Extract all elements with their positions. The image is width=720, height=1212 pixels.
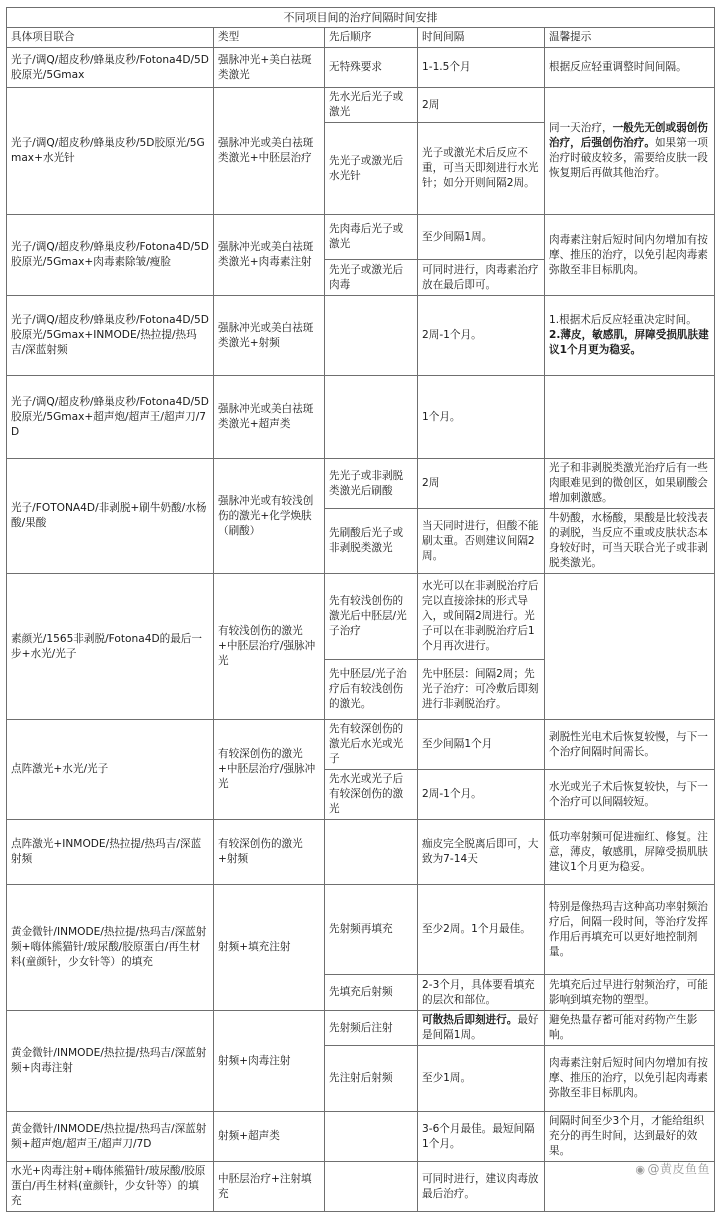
- type-cell: 中胚层治疗+注射填充: [214, 1162, 325, 1212]
- watermark-text: @黄皮鱼鱼: [647, 1162, 710, 1176]
- type-cell: 射频+填充注射: [214, 885, 325, 1011]
- header-order: 先后顺序: [325, 28, 418, 48]
- weibo-watermark: [635, 1160, 710, 1177]
- tip-text-bold: 一般先无创或弱创伤治疗，后强创伤治疗。: [549, 122, 708, 149]
- type-cell: 强脉冲光+美白祛斑类激光: [214, 48, 325, 88]
- interval-cell: 至少间隔1周。: [418, 215, 545, 260]
- table-row: [7, 376, 715, 459]
- interval-cell: 3-6个月最佳。最短间隔1个月。: [418, 1112, 545, 1162]
- order-cell: 先中胚层/光子治疗后有较浅创伤的激光。: [325, 660, 418, 720]
- order-cell: 先光子或激光后肉毒: [325, 260, 418, 296]
- type-cell: 强脉冲光或美白祛斑类激光+中胚层治疗: [214, 88, 325, 215]
- order-cell: [325, 1162, 418, 1212]
- interval-cell: 水光可以在非剥脱治疗后完以直接涂抹的形式导入，或间隔2周进行。光子可以在非剥脱治疗后1个月再次进行。: [418, 574, 545, 660]
- type-cell: 射频+超声类: [214, 1112, 325, 1162]
- interval-cell: 2周-1个月。: [418, 296, 545, 376]
- combo-cell: 光子/调Q/超皮秒/蜂巢皮秒/Fotona4D/5D胶原光/5Gmax: [7, 48, 214, 88]
- table-title: 不同项目间的治疗间隔时间安排: [7, 8, 715, 28]
- order-cell: [325, 1112, 418, 1162]
- type-cell: 强脉冲光或美白祛斑类激光+射频: [214, 296, 325, 376]
- table-title-row: [7, 8, 715, 28]
- combo-cell: 光子/调Q/超皮秒/蜂巢皮秒/Fotona4D/5D胶原光/5Gmax+超声炮/超声王/超声刀/7D: [7, 376, 214, 459]
- interval-cell: 至少间隔1个月: [418, 720, 545, 770]
- table-row: [7, 1112, 715, 1162]
- tip-cell: 低功率射频可促进痂红、修复。注意，薄皮，敏感肌，屏障受损肌肤建议1个月更为稳妥。: [545, 820, 715, 885]
- table-row: [7, 574, 715, 660]
- order-cell: 先光子或非剥脱类激光后刷酸: [325, 459, 418, 509]
- table-row: [7, 1011, 715, 1046]
- header-interval: 时间间隔: [418, 28, 545, 48]
- combo-cell: 点阵激光+水光/光子: [7, 720, 214, 820]
- table-row: [7, 296, 715, 376]
- order-cell: 先水光或光子后有较深创伤的激光: [325, 770, 418, 820]
- tip-cell: 肉毒素注射后短时间内勿增加有按摩、推压的治疗，以免引起肉毒素弥散至非目标肌肉。: [545, 215, 715, 296]
- combo-cell: 黄金微针/INMODE/热拉提/热玛吉/深蓝射频+嗨体熊猫针/玻尿酸/胶原蛋白/再生材料(童颜针，少女针等）的填充: [7, 885, 214, 1011]
- tip-cell: 先填充后过早进行射频治疗，可能影响到填充物的塑型。: [545, 975, 715, 1011]
- tip-cell: 间隔时间至少3个月，才能给组织充分的再生时间，达到最好的效果。: [545, 1112, 715, 1162]
- tip-cell: 水光或光子术后恢复较快，与下一个治疗可以间隔较短。: [545, 770, 715, 820]
- tip-cell: 牛奶酸，水杨酸，果酸是比较浅表的剥脱，当反应不重或皮肤状态本身较好时，可当天联合光子或非剥脱类激光。: [545, 509, 715, 574]
- interval-cell: 可同时进行，肉毒素治疗放在最后即可。: [418, 260, 545, 296]
- interval-cell: [418, 1011, 545, 1046]
- order-cell: 先射频再填充: [325, 885, 418, 975]
- interval-cell: 2周: [418, 459, 545, 509]
- combo-cell: 黄金微针/INMODE/热拉提/热玛吉/深蓝射频+肉毒注射: [7, 1011, 214, 1112]
- table-row: [7, 720, 715, 770]
- interval-text: 最好是间隔1周。: [422, 1014, 539, 1041]
- interval-cell: 先中胚层：间隔2周；先光子治疗：可冷敷后即刻进行非剥脱治疗。: [418, 660, 545, 720]
- type-cell: 有较深创伤的激光+中胚层治疗/强脉冲光: [214, 720, 325, 820]
- combo-cell: 水光+肉毒注射+嗨体熊猫针/玻尿酸/胶原蛋白/再生材料(童颜针，少女针等）的填充: [7, 1162, 214, 1212]
- tip-cell: 光子和非剥脱类激光治疗后有一些肉眼难见到的微创区，如果刷酸会增加刺激感。: [545, 459, 715, 509]
- order-cell: 先光子或激光后水光针: [325, 123, 418, 215]
- combo-cell: 光子/调Q/超皮秒/蜂巢皮秒/Fotona4D/5D胶原光/5Gmax+肉毒素除皱/瘦脸: [7, 215, 214, 296]
- header-tip: 温馨提示: [545, 28, 715, 48]
- schedule-table: [6, 7, 715, 1212]
- order-cell: 先有较深创伤的激光后水光或光子: [325, 720, 418, 770]
- table-row: [7, 48, 715, 88]
- header-type: 类型: [214, 28, 325, 48]
- type-cell: 强脉冲光或美白祛斑类激光+超声类: [214, 376, 325, 459]
- order-cell: 先注射后射频: [325, 1046, 418, 1112]
- table-row: [7, 459, 715, 509]
- interval-cell: 可同时进行，建议肉毒放最后治疗。: [418, 1162, 545, 1212]
- order-cell: [325, 820, 418, 885]
- order-cell: [325, 376, 418, 459]
- order-cell: [325, 296, 418, 376]
- tip-text: 如果第一项治疗时破皮较多，需要给皮肤一段恢复期后再做其他治疗。: [549, 137, 708, 179]
- combo-cell: 黄金微针/INMODE/热拉提/热玛吉/深蓝射频+超声炮/超声王/超声刀/7D: [7, 1112, 214, 1162]
- tip-cell: 肉毒素注射后短时间内勿增加有按摩、推压的治疗，以免引起肉毒素弥散至非目标肌肉。: [545, 1046, 715, 1112]
- interval-cell: 当天同时进行，但酸不能刷太重。否则建议间隔2周。: [418, 509, 545, 574]
- tip-line-bold: 2.薄皮，敏感肌，屏障受损肌肤建议1个月更为稳妥。: [549, 329, 709, 356]
- interval-cell: 2-3个月，具体要看填充的层次和部位。: [418, 975, 545, 1011]
- header-row: [7, 28, 715, 48]
- type-cell: 射频+肉毒注射: [214, 1011, 325, 1112]
- order-cell: 无特殊要求: [325, 48, 418, 88]
- order-cell: 先水光后光子或激光: [325, 88, 418, 123]
- combo-cell: 光子/调Q/超皮秒/蜂巢皮秒/Fotona4D/5D胶原光/5Gmax+INMODE/热拉提/热玛吉/深蓝射频: [7, 296, 214, 376]
- tip-cell: 避免热量存蓄可能对药物产生影响。: [545, 1011, 715, 1046]
- tip-cell: 剥脱性光电术后恢复较慢，与下一个治疗间隔时间需长。: [545, 720, 715, 770]
- interval-cell: 1个月。: [418, 376, 545, 459]
- order-cell: 先肉毒后光子或激光: [325, 215, 418, 260]
- interval-cell: 2周: [418, 88, 545, 123]
- tip-line: 1.根据术后反应轻重决定时间。: [549, 314, 697, 326]
- interval-text-bold: 可散热后即刻进行。: [422, 1014, 518, 1026]
- tip-cell: [545, 296, 715, 376]
- order-cell: 先填充后射频: [325, 975, 418, 1011]
- interval-cell: 1-1.5个月: [418, 48, 545, 88]
- interval-cell: 至少2周。1个月最佳。: [418, 885, 545, 975]
- tip-cell: 特别是像热玛吉这种高功率射频治疗后，间隔一段时间，等治疗发挥作用后再填充可以更好地控制剂量。: [545, 885, 715, 975]
- order-cell: 先刷酸后光子或非剥脱类激光: [325, 509, 418, 574]
- table-row: [7, 885, 715, 975]
- combo-cell: 光子/FOTONA4D/非剥脱+刷牛奶酸/水杨酸/果酸: [7, 459, 214, 574]
- interval-cell: 光子或激光术后反应不重，可当天即刻进行水光针；如分开则间隔2周。: [418, 123, 545, 215]
- tip-text: 同一天治疗，: [549, 122, 613, 134]
- tip-cell: [545, 88, 715, 215]
- combo-cell: 点阵激光+INMODE/热拉提/热玛吉/深蓝射频: [7, 820, 214, 885]
- type-cell: 有较浅创伤的激光+中胚层治疗/强脉冲光: [214, 574, 325, 720]
- type-cell: 有较深创伤的激光+射频: [214, 820, 325, 885]
- order-cell: 先有较浅创伤的激光后中胚层/光子治疗: [325, 574, 418, 660]
- tip-cell: [545, 376, 715, 459]
- table-row: [7, 215, 715, 260]
- type-cell: 强脉冲光或有较浅创伤的激光+化学焕肤（刷酸）: [214, 459, 325, 574]
- tip-cell: [545, 574, 715, 720]
- order-cell: 先射频后注射: [325, 1011, 418, 1046]
- interval-cell: 痂皮完全脱离后即可，大致为7-14天: [418, 820, 545, 885]
- type-cell: 强脉冲光或美白祛斑类激光+肉毒素注射: [214, 215, 325, 296]
- table-row: [7, 88, 715, 123]
- interval-cell: 2周-1个月。: [418, 770, 545, 820]
- weibo-icon: ◉: [635, 1163, 646, 1176]
- interval-cell: 至少1周。: [418, 1046, 545, 1112]
- table-row: [7, 820, 715, 885]
- tip-cell: 根据反应轻重调整时间间隔。: [545, 48, 715, 88]
- combo-cell: 素颜光/1565非剥脱/Fotona4D的最后一步+水光/光子: [7, 574, 214, 720]
- table-row: [7, 1162, 715, 1212]
- combo-cell: 光子/调Q/超皮秒/蜂巢皮秒/5D胶原光/5Gmax+水光针: [7, 88, 214, 215]
- header-combo: 具体项目联合: [7, 28, 214, 48]
